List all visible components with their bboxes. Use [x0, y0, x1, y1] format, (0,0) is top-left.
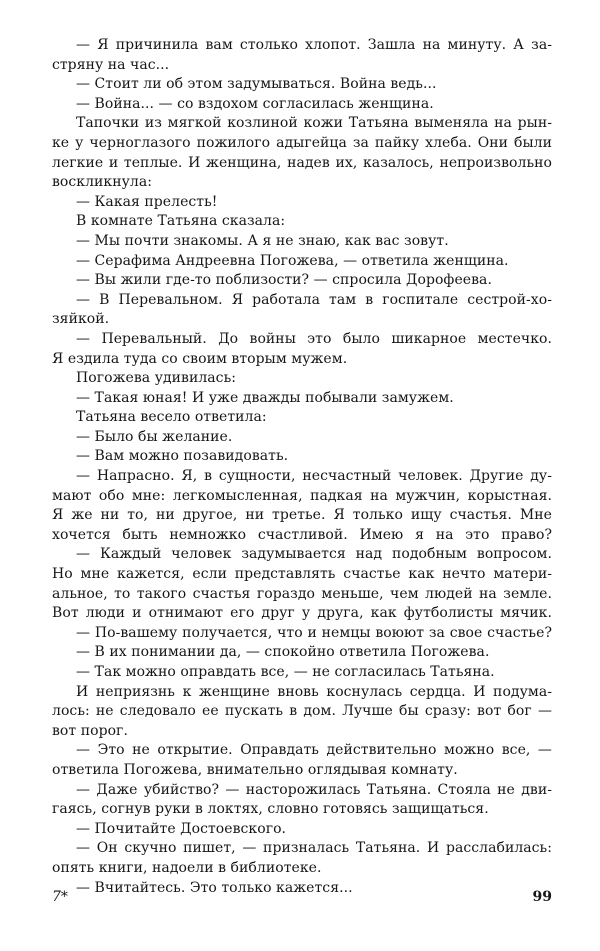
text-line: — Вы жили где-то поблизости? — спросила Дорофеева. — [76, 272, 492, 289]
text-line: — Перевальный. До войны это было шикарное местечко. — [76, 330, 552, 347]
text-line: мают обо мне: легкомысленная, падкая на мужчин, корыстная. — [52, 487, 552, 504]
text-line: — Серафима Андреевна Погожева, — ответила женщина. — [76, 252, 509, 269]
text-line: Но мне кажется, если представлять счастье как нечто матери- — [52, 566, 552, 583]
text-line: зяйкой. — [52, 311, 110, 328]
text-line: вот порог. — [52, 722, 128, 739]
text-line: ке у черноглазого пожилого адыгейца за пайку хлеба. Они были — [52, 134, 552, 151]
text-line: Татьяна весело ответила: — [76, 409, 267, 426]
printer-signature-mark: 7* — [52, 889, 68, 905]
text-line: — Почитайте Достоевского. — [76, 820, 287, 837]
text-line: Я же ни то, ни другое, ни третье. Я только ищу счастья. Мне — [52, 507, 552, 524]
text-line: — По-вашему получается, что и немцы воюют за свое счастье? — [76, 624, 552, 641]
text-line: — Стоит ли об этом задумываться. Война ведь... — [76, 76, 437, 93]
page-footer — [52, 887, 552, 907]
text-line: — Такая юная! И уже дважды побывали замужем. — [76, 389, 454, 406]
text-line: стряну на час... — [52, 56, 170, 73]
text-line: альное, то такого счастья гораздо меньше, чем людей на земле. — [52, 585, 552, 602]
text-line: Тапочки из мягкой козлиной кожи Татьяна выменяла на рын- — [76, 115, 552, 132]
text-line: — Какая прелесть! — [76, 193, 218, 210]
text-line: легкие и теплые. И женщина, надев их, казалось, непроизвольно — [52, 154, 552, 171]
text-line: И неприязнь к женщине вновь коснулась сердца. И подума- — [76, 683, 552, 700]
book-page-text — [52, 36, 552, 898]
text-line: — Он скучно пишет, — призналась Татьяна. И расслабилась: — [76, 840, 552, 857]
text-line: хочется быть немножко счастливой. Имею я на это право? — [52, 526, 552, 543]
text-line: ответила Погожева, внимательно оглядывая комнату. — [52, 761, 458, 778]
text-line: В комнате Татьяна сказала: — [76, 213, 286, 230]
text-line: — Вчитайтесь. Это только кажется... — [76, 879, 353, 896]
text-line: — Это не открытие. Оправдать действительно можно все, — — [76, 742, 552, 759]
text-line: — Так можно оправдать все, — не согласилась Татьяна. — [76, 664, 495, 680]
page-number: 99 — [532, 889, 552, 905]
text-line: — Я причинила вам столько хлопот. Зашла на минуту. А за- — [76, 37, 552, 53]
text-line: — Вам можно позавидовать. — [76, 448, 289, 465]
text-line: Погожева удивилась: — [76, 370, 237, 387]
text-line: — Было бы желание. — [76, 428, 233, 445]
text-line: опять книги, надоели в библиотеке. — [52, 859, 322, 876]
text-line: — Напрасно. Я, в сущности, несчастный человек. Другие ду- — [76, 468, 552, 485]
text-line: — Каждый человек задумывается над подобным вопросом. — [76, 546, 552, 563]
text-line: — Даже убийство? — насторожилась Татьяна. Стояла не дви- — [76, 781, 552, 798]
text-line: воскликнула: — [52, 174, 153, 191]
text-line: — В их понимании да, — спокойно ответила Погожева. — [76, 644, 490, 661]
text-line: — В Перевальном. Я работала там в госпитале сестрой-хо- — [76, 291, 552, 308]
text-line: — Война... — со вздохом согласилась женщина. — [76, 95, 434, 112]
text-line: гаясь, согнув руки в локтях, словно готовясь защищаться. — [52, 801, 489, 818]
text-line: лось: не следовало ее пускать в дом. Лучше бы сразу: вот бог — — [52, 703, 552, 720]
text-line: — Мы почти знакомы. А я не знаю, как вас зовут. — [76, 232, 449, 249]
text-line: Вот люди и отнимают его друг у друга, как футболисты мячик. — [52, 605, 552, 622]
text-line: Я ездила туда со своим вторым мужем. — [52, 350, 348, 367]
